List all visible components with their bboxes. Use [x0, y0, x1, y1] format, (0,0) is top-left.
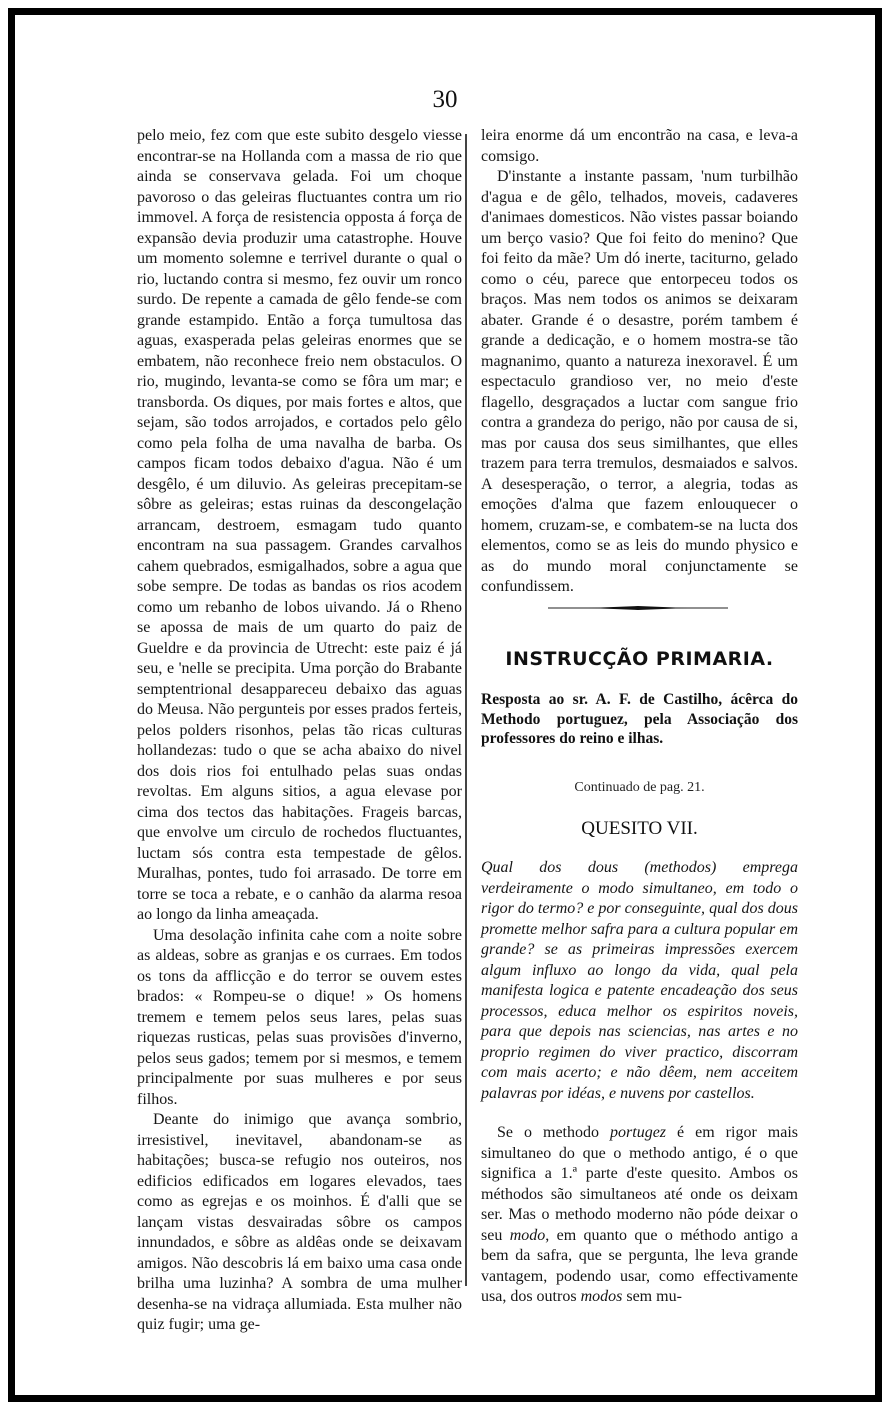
- right-column-top: [481, 126, 798, 598]
- section-title: INSTRUCÇÃO PRIMARIA.: [505, 648, 774, 670]
- answer-text-4: sem mu-: [622, 1288, 682, 1305]
- question-text: Qual dos dous (methodos) emprega verdeiramente o modo simultaneo, em todo o rigor do termo? e por conseguinte, qual dos dous promette melhor safra para a cultura popular em grande? se as primeiras impressões exercem algum influxo ao longo da vida, qual pela manifesta logica e patente encadeação dos seus processos, educa melhor os espiritos noveis, para que depois nas sciencias, nas artes e no proprio regimen do viver practico, discorram com mais acerto; e não dêem, nem acceitem palavras por idéas, e nuvens por castellos.: [481, 859, 798, 1102]
- answer-text-3: , em quanto que o méthodo antigo a bem da safra, que se pergunta, lhe leva grande vantagem, podendo usar, como effectivamente usa, dos outros: [481, 1226, 799, 1305]
- answer-text-1: Se o methodo: [497, 1124, 611, 1141]
- column-divider: [465, 134, 467, 1286]
- page-number: 30: [432, 86, 458, 113]
- section-ornament-rule: [548, 606, 728, 612]
- answer-text-2: é em rigor mais simultaneo do que o methodo antigo, é o que significa a 1.ª parte d'este quesito. Ambos os méthodos são simultaneos até onde os deixam ser. Mas o methodo moderno não póde deixar o seu: [481, 1124, 799, 1244]
- answer-emphasis-3: modos: [580, 1288, 623, 1305]
- answer-emphasis-1: portugez: [610, 1124, 667, 1141]
- left-paragraph-3: Deante do inimigo que avança sombrio, irresistivel, inevitavel, abandonam-se as habitações; busca-se refugio nos outeiros, nos edificios edificados em logares elevados, taes como as egrejas e os moinhos. É d'alli que se lançam vistas desvairadas sôbre os campos innundados, e sôbre as aldêas onde se deixavam amigos. Não descobris lá em baixo uma casa onde brilha uma luzinha? A sombra de uma mulher desenha-se na vidraça allumiada. Esta mulher não quiz fugir; uma ge-: [137, 1111, 462, 1333]
- left-paragraph-1: pelo meio, fez com que este subito desgelo viesse encontrar-se na Hollanda com a massa de rio que ainda se conservava gelada. Foi um choque pavoroso o das geleiras fluctuantes contra um rio immovel. A força de resistencia opposta á força de expansão devia produzir uma catastrophe. Houve um momento solemne e terrivel durante o qual o rio, luctando contra si mesmo, fez ouvir um ronco surdo. De repente a camada de gêlo fende-se com grande estampido. Então a força tumultosa das aguas, exasperada pelas geleiras enormes que se embatem, não reconhece freio nem obstaculos. O rio, mugindo, levanta-se como se fôra um mar; e transborda. Os diques, por mais fortes e altos, que sejam, são todos arrojados, e cortados pelo gêlo como pela folha de uma navalha de barba. Os campos ficam todos debaixo d'agua. Não é um desgêlo, é um diluvio. As geleiras precepitam-se sôbre as geleiras; estas ruinas da descongelação arrancam, destroem, esmagam tudo quanto encontram na sua passagem. Grandes carvalhos cahem quebrados, esmigalhados, sobre a agua que sobe sempre. De todas as bandas os rios acodem como um rebanho de lobos uivando. Já o Rheno se apossa de mais de um quarto do paiz de Gueldre e da provincia de Utrecht: este paiz é já seu, e 'nelle se precipita. Uma porção do Brabante semptentrional desappareceu debaixo das aguas do Meusa. Não pergunteis por esses prados ferteis, pelos polders risonhos, pelas tão ricas culturas hollandezas: tudo o que se acha abaixo do nivel dos dois rios foi entulhado pelas suas ondas revoltas. Em alguns sitios, a agua elevase por cima dos tectos das habitações. Frageis barcas, que envolve um circulo de rochedos fluctuantes, luctam sós contra esta tempestade de gêlos. Muralhas, pontes, tudo foi arrasado. De torre em torre se toca a rebate, e o canhão da alarma resoa ao longo da linha ameaçada.: [137, 127, 462, 923]
- section-subtitle: Resposta ao sr. A. F. de Castilho, ácêrca do Methodo portuguez, pela Associação dos professores do reino e ilhas.: [481, 691, 798, 747]
- left-column: [137, 126, 462, 1336]
- answer-paragraph: [481, 1123, 798, 1308]
- answer-emphasis-2: modo: [509, 1226, 546, 1244]
- right-paragraph-2: D'instante a instante passam, 'num turbilhão d'agua e de gêlo, telhados, moveis, cadaveres d'animaes domesticos. Não vistes passar boiando um berço vasio? Que foi feito do menino? Que foi feito da mãe? Um dó inerte, taciturno, gelado como o céu, parece que entorpeceu todos os braços. Mas nem todos os animos se deixaram abater. Grande é o desastre, porém tambem é grande a dedicação, e o homem mostra-se tão magnanimo, quanto a natureza inexoravel. É um espectaculo grandioso ver, no meio d'este flagello, desgraçados a luctar com sangue frio contra a grandeza do perigo, não por causa de si, mas por causa dos seus similhantes, que elles trazem para terra tremulos, desmaiados e salvos. A desesperação, o terror, a alegria, todas as emoções d'alma que fazem enlouquecer o homem, cruzam-se, e combatem-se na lucta dos elementos, como se as leis do mundo physico e as do mundo moral conjunctamente se confundissem.: [481, 168, 798, 595]
- right-paragraph-1: leira enorme dá um encontrão na casa, e leva-a comsigo.: [481, 127, 798, 165]
- question-heading: QUESITO VII.: [581, 818, 698, 839]
- left-paragraph-2: Uma desolação infinita cahe com a noite sobre as aldeas, sobre as granjas e os curraes. Em todos os tons da afflicção e do terror se ouvem estes brados: « Rompeu-se o dique! » Os homens tremem e temem pelos seus lares, pelas suas riquezas rusticas, pelas suas provisões d'inverno, pelos seus gados; temem por si mesmos, e temem principalmente por suas mulheres e por seus filhos.: [137, 926, 462, 1108]
- continued-note: Continuado de pag. 21.: [574, 780, 705, 795]
